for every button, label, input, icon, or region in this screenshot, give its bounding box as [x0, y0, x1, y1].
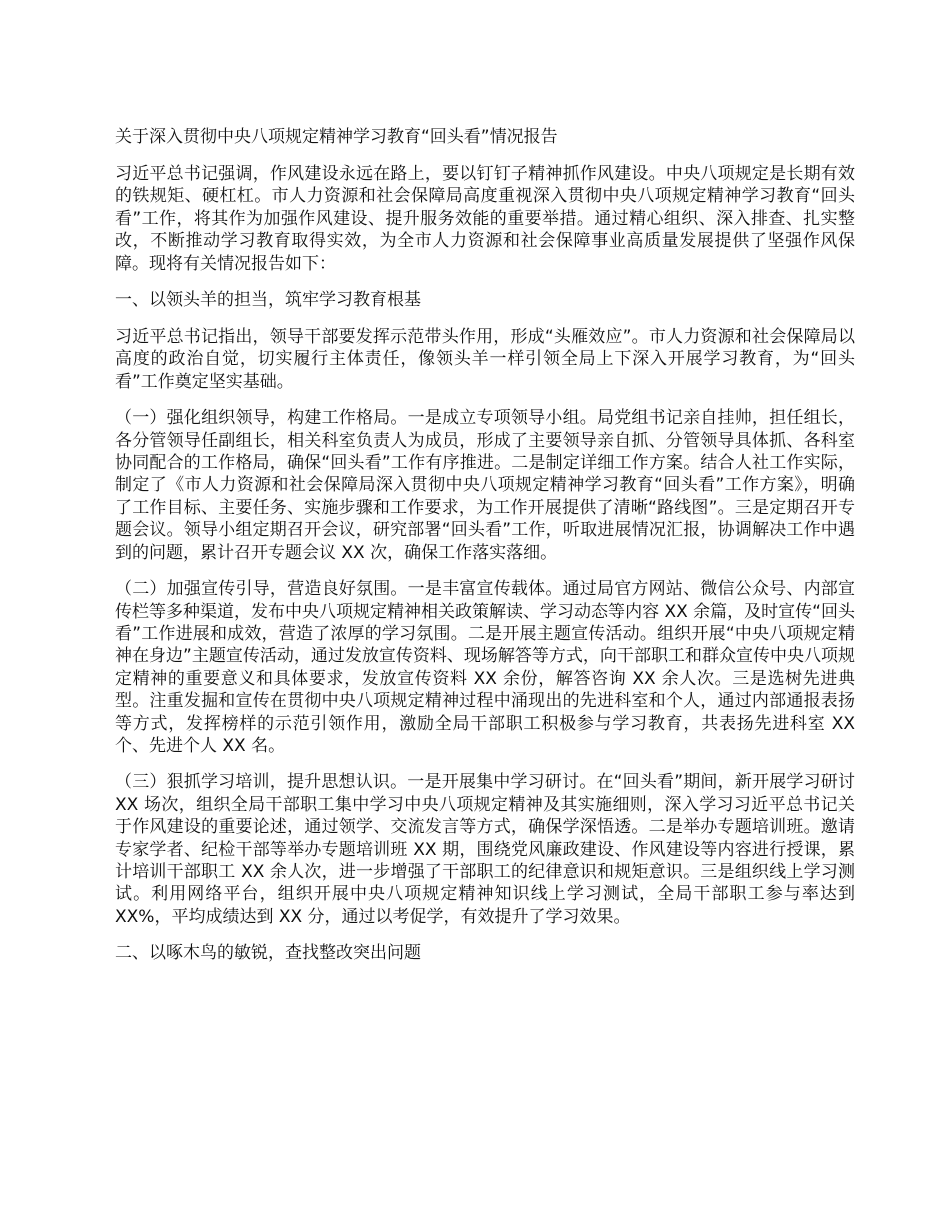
section-1-paragraph-3: （三）狠抓学习培训，提升思想认识。一是开展集中学习研讨。在“回头看”期间，新开展学习研讨 XX 场次，组织全局干部职工集中学习中央八项规定精神及其实施细则，深入学习习近平总书记关于作风建设的重要论述，通过领学、交流发言等方式，确保学深悟透。二是举办专题培训班。邀请专家学者、纪检干部等举办专题培训班 XX 期，围绕党风廉政建设、作风建设等内容进行授课，累计培训干部职工 XX 余人次，进一步增强了干部职工的纪律意识和规矩意识。三是组织线上学习测试。利用网络平台，组织开展中央八项规定精神知识线上学习测试，全局干部职工参与率达到 XX%，平均成绩达到 XX 分，通过以考促学，有效提升了学习效果。 [115, 772, 855, 927]
document-title: 关于深入贯彻中央八项规定精神学习教育“回头看”情况报告 [115, 127, 558, 147]
section-2-heading: 二、以啄木鸟的敏锐，查找整改突出问题 [115, 943, 421, 964]
section-1-paragraph-1: （一）强化组织领导，构建工作格局。一是成立专项领导小组。局党组书记亲自挂帅，担任组长，各分管领导任副组长，相关科室负责人为成员，形成了主要领导亲自抓、分管领导具体抓、各科室协同配合的工作格局，确保“回头看”工作有序推进。二是制定详细工作方案。结合人社工作实际，制定了《市人力资源和社会保障局深入贯彻中央八项规定精神学习教育“回头看”工作方案》，明确了工作目标、主要任务、实施步骤和工作要求，为工作开展提供了清晰“路线图”。三是定期召开专题会议。领导小组定期召开会议，研究部署“回头看”工作，听取进展情况汇报，协调解决工作中遇到的问题，累计召开专题会议 XX 次，确保工作落实落细。 [115, 408, 855, 563]
section-1-intro-paragraph: 习近平总书记指出，领导干部要发挥示范带头作用，形成“头雁效应”。市人力资源和社会保障局以高度的政治自觉，切实履行主体责任，像领头羊一样引领全局上下深入开展学习教育，为“回头看”工作奠定坚实基础。 [115, 327, 855, 392]
intro-paragraph: 习近平总书记强调，作风建设永远在路上，要以钉钉子精神抓作风建设。中央八项规定是长期有效的铁规矩、硬杠杠。市人力资源和社会保障局高度重视深入贯彻中央八项规定精神学习教育“回头看”工作，将其作为加强作风建设、提升服务效能的重要举措。通过精心组织、深入排查、扎实整改，不断推动学习教育取得实效，为全市人力资源和社会保障事业高质量发展提供了坚强作风保障。现将有关情况报告如下： [115, 164, 855, 274]
section-1-paragraph-2: （二）加强宣传引导，营造良好氛围。一是丰富宣传载体。通过局官方网站、微信公众号、内部宣传栏等多种渠道，发布中央八项规定精神相关政策解读、学习动态等内容 XX 余篇，及时宣传“回头看”工作进展和成效，营造了浓厚的学习氛围。二是开展主题宣传活动。组织开展“中央八项规定精神在身边”主题宣传活动，通过发放宣传资料、现场解答等方式，向干部职工和群众宣传中央八项规定精神的重要意义和具体要求，发放宣传资料 XX 余份，解答咨询 XX 余人次。三是选树先进典型。注重发掘和宣传在贯彻中央八项规定精神过程中涌现出的先进科室和个人，通过内部通报表扬等方式，发挥榜样的示范引领作用，激励全局干部职工积极参与学习教育，共表扬先进科室 XX 个、先进个人 XX 名。 [115, 579, 855, 756]
section-1-heading: 一、以领头羊的担当，筑牢学习教育根基 [115, 290, 421, 311]
document-page [115, 126, 855, 979]
